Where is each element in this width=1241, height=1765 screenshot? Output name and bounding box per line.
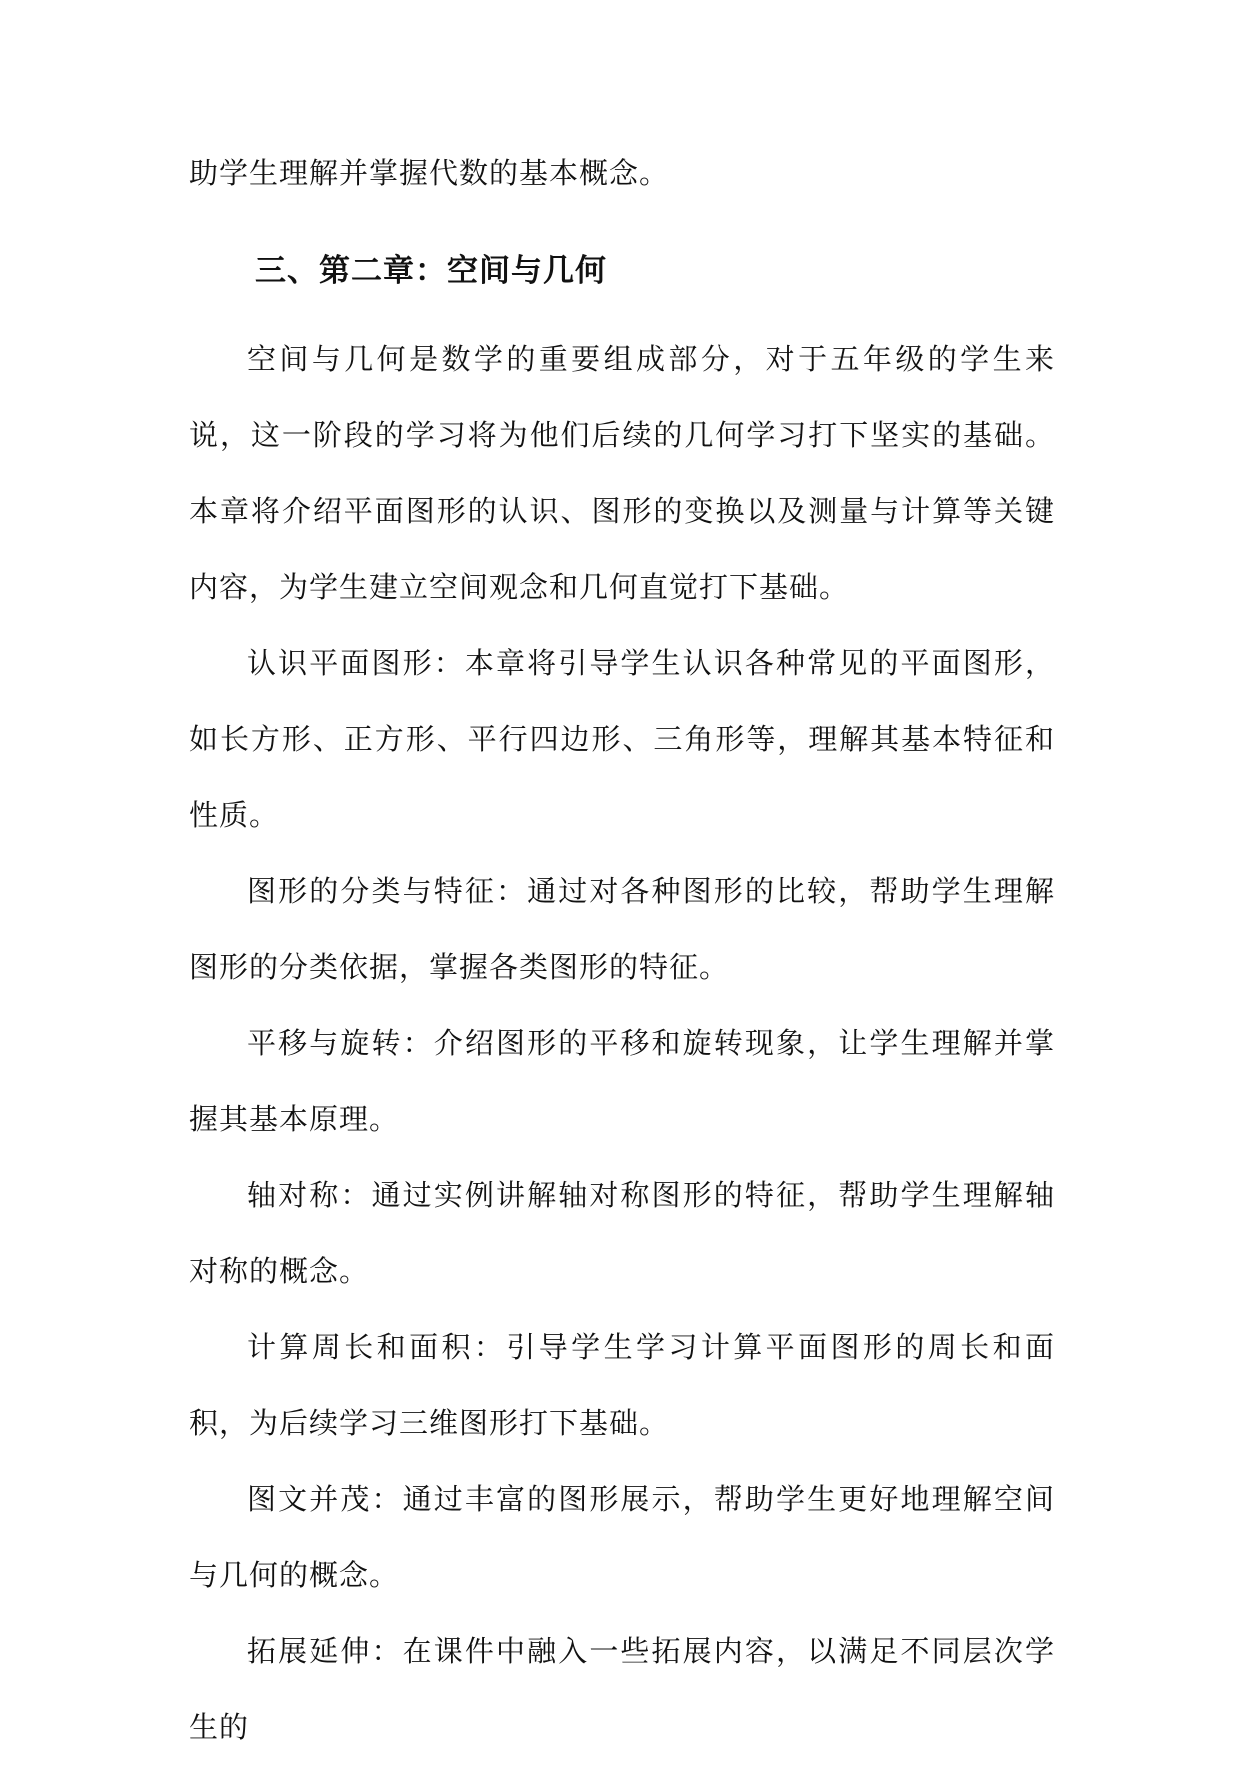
item-paragraph: 计算周长和面积：引导学生学习计算平面图形的周长和面积，为后续学习三维图形打下基础。 bbox=[189, 1330, 1055, 1440]
item-paragraph: 轴对称：通过实例讲解轴对称图形的特征，帮助学生理解轴对称的概念。 bbox=[189, 1178, 1055, 1288]
document-body bbox=[189, 135, 1055, 1765]
item-paragraph: 平移与旋转：介绍图形的平移和旋转现象，让学生理解并掌握其基本原理。 bbox=[189, 1026, 1055, 1136]
item-paragraph: 拓展延伸：在课件中融入一些拓展内容，以满足不同层次学生的 bbox=[189, 1634, 1055, 1744]
item-paragraph: 认识平面图形：本章将引导学生认识各种常见的平面图形，如长方形、正方形、平行四边形、三角形等，理解其基本特征和性质。 bbox=[189, 646, 1055, 832]
intro-paragraph: 空间与几何是数学的重要组成部分，对于五年级的学生来说，这一阶段的学习将为他们后续的几何学习打下坚实的基础。本章将介绍平面图形的认识、图形的变换以及测量与计算等关键内容，为学生建立空间观念和几何直觉打下基础。 bbox=[189, 342, 1055, 604]
item-paragraph: 图形的分类与特征：通过对各种图形的比较，帮助学生理解图形的分类依据，掌握各类图形的特征。 bbox=[189, 874, 1055, 984]
section-heading: 三、第二章：空间与几何 bbox=[255, 253, 607, 289]
opening-paragraph: 助学生理解并掌握代数的基本概念。 bbox=[189, 156, 670, 190]
item-paragraph: 图文并茂：通过丰富的图形展示，帮助学生更好地理解空间与几何的概念。 bbox=[189, 1482, 1055, 1592]
